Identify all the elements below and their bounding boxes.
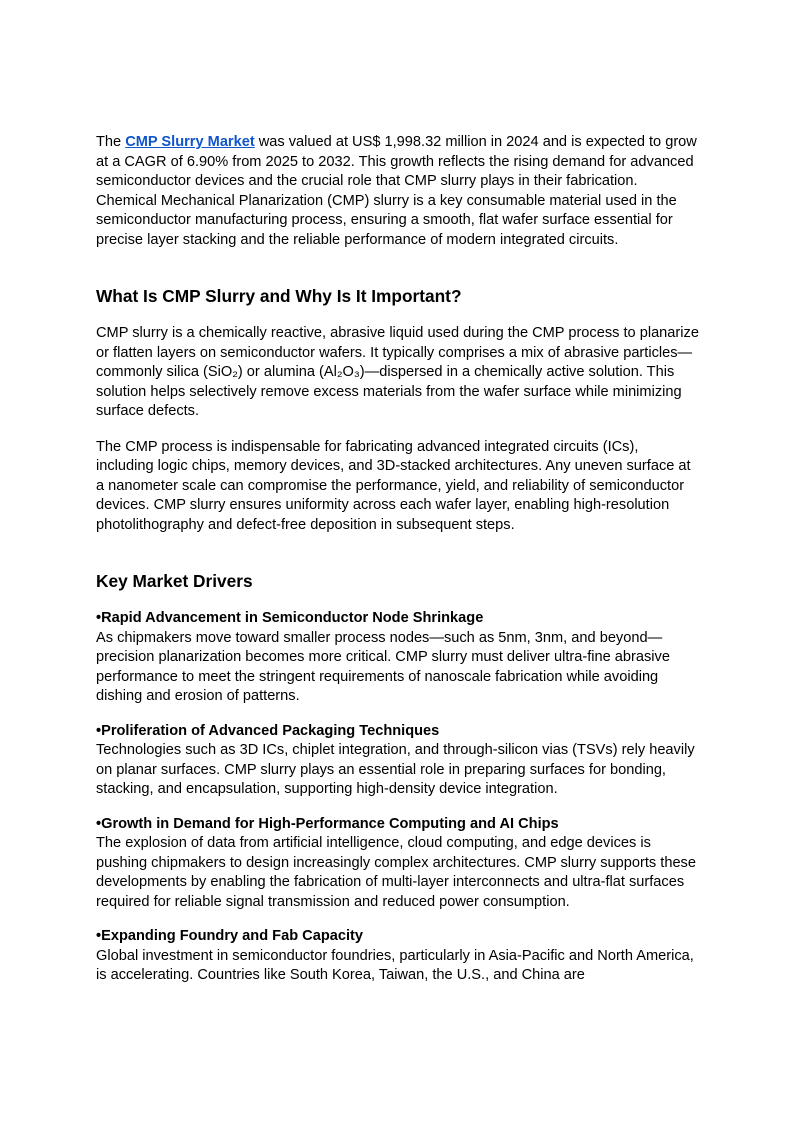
driver-text: Technologies such as 3D ICs, chiplet integration, and through-silicon vias (TSVs) rely heavily on planar surfaces. CMP slurry plays an essential role in preparing surfaces for bonding, stacking, and encapsulation, supporting high-density device integration. <box>96 742 695 797</box>
what-paragraph-2: The CMP process is indispensable for fabricating advanced integrated circuits (ICs), including logic chips, memory devices, and 3D-stacked architectures. Any uneven surface at a nanometer scale can compromise the performance, yield, and reliability of semiconductor devices. CMP slurry ensures uniformity across each wafer layer, enabling high-resolution photolithography and defect-free deposition in subsequent steps. <box>96 438 691 533</box>
driver-text: The explosion of data from artificial intelligence, cloud computing, and edge devices is pushing chipmakers to design increasingly complex architectures. CMP slurry supports these developments by enabling the fabrication of multi-layer interconnects and ultra-flat surfaces required for reliable signal transmission and reduced power consumption. <box>96 835 696 910</box>
what-paragraph-1: CMP slurry is a chemically reactive, abrasive liquid used during the CMP process to planarize or flatten layers on semiconductor wafers. It typically comprises a mix of abrasive particles—commonly silica (SiO₂) or alumina (Al₂O₃)—dispersed in a chemically active solution. This solution helps selectively remove excess materials from the wafer surface while minimizing surface defects. <box>96 325 699 419</box>
intro-text: was valued at US$ 1,998.32 million in 2024 and is expected to grow at a CAGR of 6.90% from 2025 to 2032. This growth reflects the rising demand for advanced semiconductor devices and the crucial role that CMP slurry plays in their fabrication. Chemical Mechanical Planarization (CMP) slurry is a key consumable material used in the semiconductor manufacturing process, ensuring a smooth, flat wafer surface essential for precise layer stacking and the reliable performance of modern integrated circuits. <box>96 134 697 248</box>
driver-item <box>96 609 700 707</box>
driver-title <box>96 815 700 835</box>
intro-paragraph <box>96 133 700 250</box>
cmp-slurry-market-link[interactable]: CMP Slurry Market <box>125 134 255 150</box>
driver-item <box>96 927 700 986</box>
heading-what-is-cmp-slurry: What Is CMP Slurry and Why Is It Important? <box>96 286 462 306</box>
driver-text: As chipmakers move toward smaller process nodes—such as 5nm, 3nm, and beyond—precision planarization becomes more critical. CMP slurry must deliver ultra-fine abrasive performance to meet the stringent requirements of nanoscale fabrication while avoiding dishing and erosion of patterns. <box>96 629 670 704</box>
driver-text: Global investment in semiconductor foundries, particularly in Asia-Pacific and North America, is accelerating. Countries like South Korea, Taiwan, the U.S., and China are <box>96 947 694 983</box>
bullet-marker: • <box>96 610 102 626</box>
driver-title-text: Expanding Foundry and Fab Capacity <box>101 928 364 944</box>
driver-title <box>96 609 700 629</box>
driver-title <box>96 927 700 947</box>
document-page <box>96 133 700 1001</box>
driver-title-text: Rapid Advancement in Semiconductor Node Shrinkage <box>101 610 484 626</box>
bullet-marker: • <box>96 815 102 832</box>
driver-title-text: Growth in Demand for High-Performance Computing and AI Chips <box>101 815 559 832</box>
intro-prefix: The <box>96 134 126 150</box>
driver-title <box>96 722 700 742</box>
bullet-marker: • <box>96 928 102 944</box>
bullet-marker: • <box>96 722 102 739</box>
driver-item <box>96 722 700 800</box>
heading-key-market-drivers: Key Market Drivers <box>96 571 253 591</box>
driver-item <box>96 815 700 913</box>
driver-title-text: Proliferation of Advanced Packaging Techniques <box>101 722 440 739</box>
